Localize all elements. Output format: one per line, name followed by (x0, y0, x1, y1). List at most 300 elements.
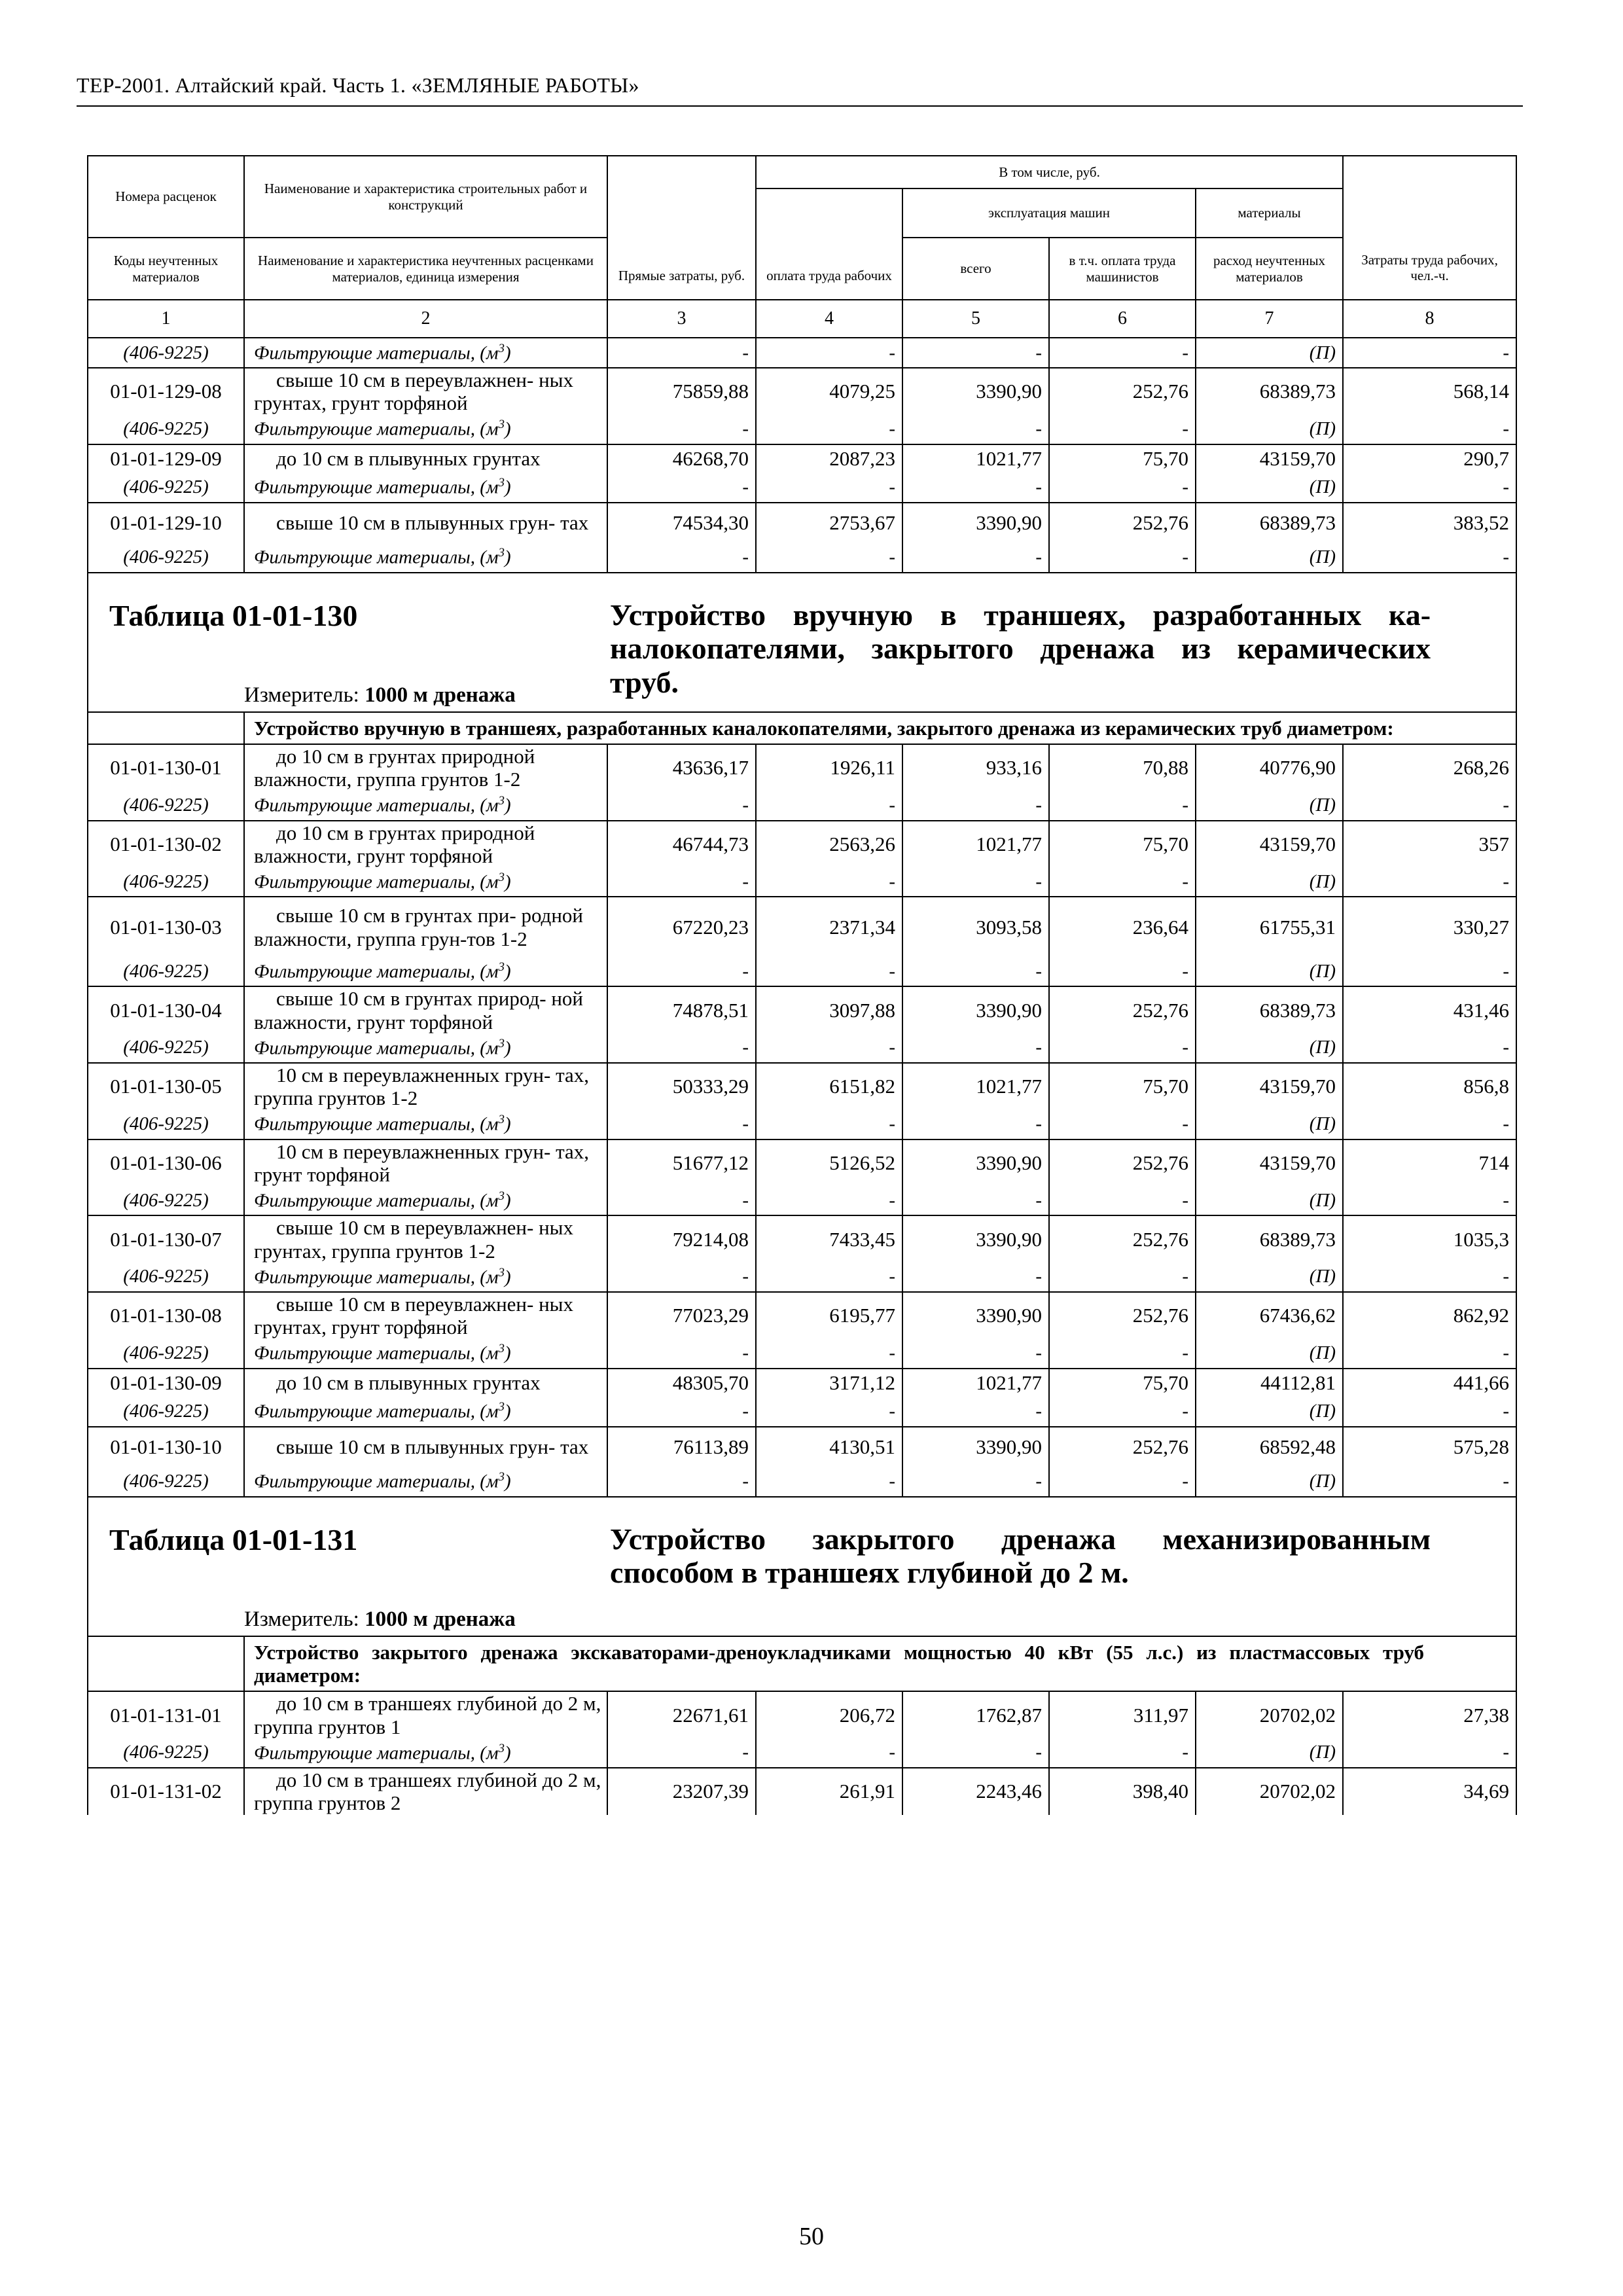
col-number: 4 (756, 300, 902, 338)
material-dash: - (607, 957, 756, 986)
material-code: (406-9225) (88, 957, 244, 986)
price-description-first-line: 10 см в переувлажненных грун- (276, 1139, 551, 1163)
material-dash: - (756, 338, 902, 368)
col-number: 2 (244, 300, 607, 338)
material-dash: - (1343, 338, 1516, 368)
material-name-sup: 3 (498, 546, 505, 560)
price-description (244, 444, 607, 473)
direct-cost: 74534,30 (607, 503, 756, 543)
table130-heading: Устройство вручную в траншеях, разработанных каналокопателями, закрытого дренажа из керамических труб. (607, 573, 1516, 712)
price-description-rest: тах, грунт торфяной (254, 1139, 589, 1186)
material-name-text: Фильтрующие материалы, (м (254, 1342, 499, 1364)
material-mark: (П) (1196, 1186, 1343, 1215)
material-name (244, 543, 607, 573)
material-code: (406-9225) (88, 1186, 244, 1215)
machines-total: 3390,90 (902, 1292, 1049, 1339)
table130-measure (244, 683, 607, 712)
material-row (88, 1738, 1516, 1768)
material-dash: - (902, 1110, 1049, 1139)
labor-pay: 5126,52 (756, 1139, 902, 1187)
material-name-text: Фильтрующие материалы, (м (254, 342, 499, 364)
operators-pay: 252,76 (1049, 1139, 1196, 1187)
price-description (244, 821, 607, 868)
material-name-suffix: ) (504, 795, 511, 816)
direct-cost: 46268,70 (607, 444, 756, 473)
measure-label: Измеритель: (244, 1607, 359, 1631)
material-mark: (П) (1196, 338, 1343, 368)
material-dash: - (1049, 1110, 1196, 1139)
material-name-text: Фильтрующие материалы, (м (254, 1037, 499, 1059)
price-code: 01-01-130-05 (88, 1063, 244, 1110)
machines-total: 3390,90 (902, 986, 1049, 1033)
material-dash: - (607, 338, 756, 368)
materials-usage: 40776,90 (1196, 744, 1343, 791)
price-code: 01-01-131-01 (88, 1691, 244, 1738)
price-code: 01-01-129-09 (88, 444, 244, 473)
price-code: 01-01-130-04 (88, 986, 244, 1033)
material-dash: - (756, 1033, 902, 1063)
price-description-first-line: до 10 см в плывунных грунтах (276, 1371, 541, 1395)
material-code: (406-9225) (88, 1263, 244, 1292)
material-name-text: Фильтрующие материалы, (м (254, 476, 499, 498)
materials-usage: 68389,73 (1196, 503, 1343, 543)
material-name (244, 1186, 607, 1215)
labor-hours: 431,46 (1343, 986, 1516, 1033)
material-mark: (П) (1196, 1033, 1343, 1063)
price-description-first-line: свыше 10 см в переувлажнен- (276, 1216, 534, 1240)
material-name-sup: 3 (498, 794, 505, 808)
operators-pay: 252,76 (1049, 503, 1196, 543)
material-dash: - (902, 791, 1049, 821)
material-dash: - (1049, 415, 1196, 444)
direct-cost: 43636,17 (607, 744, 756, 791)
price-description (244, 1427, 607, 1467)
materials-usage: 67436,62 (1196, 1292, 1343, 1339)
material-dash: - (1049, 1263, 1196, 1292)
col-number: 1 (88, 300, 244, 338)
material-name (244, 1110, 607, 1139)
material-dash: - (607, 1263, 756, 1292)
material-name-sup: 3 (498, 870, 505, 884)
price-description-rest: влажности, группа грунтов 1-2 (254, 768, 521, 791)
col-number: 3 (607, 300, 756, 338)
labor-hours: 34,69 (1343, 1768, 1516, 1815)
price-description-rest: ных грунтах, грунт торфяной (254, 1292, 574, 1339)
col-header-price-codes: Номера расценок (88, 156, 244, 238)
material-name-suffix: ) (504, 1401, 511, 1422)
material-dash: - (1343, 1339, 1516, 1369)
price-description-rest: до 2 м, группа грунтов 2 (254, 1768, 601, 1815)
labor-hours: 330,27 (1343, 897, 1516, 957)
material-code: (406-9225) (88, 473, 244, 503)
price-description (244, 1215, 607, 1263)
materials-usage: 43159,70 (1196, 444, 1343, 473)
labor-hours: 357 (1343, 821, 1516, 868)
material-dash: - (902, 1397, 1049, 1427)
price-description-first-line: свыше 10 см в плывунных грун- (276, 511, 556, 535)
material-row (88, 1397, 1516, 1427)
material-dash: - (1343, 1467, 1516, 1497)
price-description (244, 1369, 607, 1397)
labor-hours: 268,26 (1343, 744, 1516, 791)
price-description-first-line: свыше 10 см в грунтах природ- (276, 987, 546, 1011)
price-description (244, 1139, 607, 1187)
material-name-sup: 3 (498, 1741, 505, 1755)
price-row (88, 821, 1516, 868)
material-name-sup: 3 (498, 1342, 505, 1356)
material-dash: - (756, 867, 902, 897)
price-description (244, 1691, 607, 1738)
price-description-first-line: до 10 см в траншеях глубиной (276, 1692, 537, 1715)
labor-pay: 6195,77 (756, 1292, 902, 1339)
price-description (244, 986, 607, 1033)
material-name (244, 957, 607, 986)
col-header-mat-name: Наименование и характеристика неучтенных расценками материалов, единица измерения (244, 238, 607, 300)
material-dash: - (1343, 791, 1516, 821)
material-dash: - (756, 543, 902, 573)
labor-pay: 2753,67 (756, 503, 902, 543)
price-code: 01-01-129-10 (88, 503, 244, 543)
material-dash: - (756, 473, 902, 503)
price-code: 01-01-130-07 (88, 1215, 244, 1263)
material-mark: (П) (1196, 1339, 1343, 1369)
materials-usage: 68389,73 (1196, 1215, 1343, 1263)
price-code: 01-01-130-02 (88, 821, 244, 868)
col-header-labor-cost: Затраты труда рабочих, чел.-ч. (1343, 156, 1516, 300)
material-dash: - (607, 415, 756, 444)
price-row (88, 1292, 1516, 1339)
material-dash: - (756, 1186, 902, 1215)
material-name-text: Фильтрующие материалы, (м (254, 418, 499, 440)
material-code: (406-9225) (88, 1339, 244, 1369)
material-dash: - (756, 1738, 902, 1768)
col-header-mach-total: всего (902, 238, 1049, 300)
labor-hours: 27,38 (1343, 1691, 1516, 1738)
material-name (244, 338, 607, 368)
price-row (88, 444, 1516, 473)
material-dash: - (1343, 1263, 1516, 1292)
material-row (88, 473, 1516, 503)
price-description-first-line: до 10 см в грунтах природной (276, 744, 535, 768)
material-dash: - (607, 543, 756, 573)
price-description-first-line: свыше 10 см в переувлажнен- (276, 368, 534, 391)
table131-heading: Устройство закрытого дренажа механизированным способом в траншеях глубиной до 2 м. (607, 1497, 1516, 1636)
material-code: (406-9225) (88, 1033, 244, 1063)
col-header-mach-operators: в т.ч. оплата труда машинистов (1049, 238, 1196, 300)
direct-cost: 22671,61 (607, 1691, 756, 1738)
material-name-text: Фильтрующие материалы, (м (254, 1266, 499, 1288)
material-code: (406-9225) (88, 1110, 244, 1139)
materials-usage: 68389,73 (1196, 368, 1343, 415)
labor-pay: 2371,34 (756, 897, 902, 957)
material-row (88, 1033, 1516, 1063)
material-dash: - (1343, 415, 1516, 444)
col-header-mat-codes: Коды неучтенных материалов (88, 238, 244, 300)
material-row (88, 791, 1516, 821)
material-dash: - (607, 1186, 756, 1215)
labor-pay: 4079,25 (756, 368, 902, 415)
page-header-title: ТЕР-2001. Алтайский край. Часть 1. «ЗЕМЛЯНЫЕ РАБОТЫ» (77, 73, 639, 97)
direct-cost: 46744,73 (607, 821, 756, 868)
material-name-suffix: ) (504, 871, 511, 893)
material-name-text: Фильтрующие материалы, (м (254, 547, 499, 568)
labor-pay: 261,91 (756, 1768, 902, 1815)
material-name-suffix: ) (504, 1113, 511, 1135)
material-dash: - (1049, 867, 1196, 897)
machines-total: 2243,46 (902, 1768, 1049, 1815)
materials-usage: 68592,48 (1196, 1427, 1343, 1467)
price-row (88, 986, 1516, 1033)
operators-pay: 252,76 (1049, 1292, 1196, 1339)
labor-hours: 568,14 (1343, 368, 1516, 415)
table131-section: Устройство закрытого дренажа экскаваторами-дреноукладчиками мощностью 40 кВт (55 л.с.) из пластмассовых труб диаметром: (244, 1636, 1516, 1692)
operators-pay: 75,70 (1049, 821, 1196, 868)
material-mark: (П) (1196, 473, 1343, 503)
material-dash: - (756, 1110, 902, 1139)
operators-pay: 75,70 (1049, 1369, 1196, 1397)
material-name-sup: 3 (498, 476, 505, 490)
material-row (88, 543, 1516, 573)
header-rule (77, 105, 1523, 107)
material-name (244, 1738, 607, 1768)
material-dash: - (756, 415, 902, 444)
measure-label: Измеритель: (244, 683, 359, 707)
material-name (244, 1033, 607, 1063)
material-dash: - (902, 1467, 1049, 1497)
price-row (88, 368, 1516, 415)
material-dash: - (1049, 543, 1196, 573)
price-code: 01-01-130-08 (88, 1292, 244, 1339)
material-mark: (П) (1196, 543, 1343, 573)
material-name (244, 1263, 607, 1292)
materials-usage: 20702,02 (1196, 1768, 1343, 1815)
material-row (88, 957, 1516, 986)
materials-usage: 61755,31 (1196, 897, 1343, 957)
labor-pay: 206,72 (756, 1691, 902, 1738)
material-code: (406-9225) (88, 791, 244, 821)
price-description-rest: родной влажности, группа грун-тов 1-2 (254, 904, 584, 950)
material-dash: - (1343, 1397, 1516, 1427)
material-name-sup: 3 (498, 341, 505, 355)
table130-section-spacer (88, 712, 244, 744)
material-mark: (П) (1196, 415, 1343, 444)
material-dash: - (1049, 1339, 1196, 1369)
material-dash: - (1343, 1186, 1516, 1215)
material-dash: - (756, 791, 902, 821)
machines-total: 1021,77 (902, 444, 1049, 473)
material-dash: - (607, 791, 756, 821)
material-dash: - (902, 867, 1049, 897)
measure-value: 1000 м дренажа (365, 683, 516, 707)
table131-measure (244, 1607, 607, 1636)
material-name-suffix: ) (504, 1037, 511, 1059)
price-code: 01-01-130-09 (88, 1369, 244, 1397)
direct-cost: 50333,29 (607, 1063, 756, 1110)
labor-hours: 383,52 (1343, 503, 1516, 543)
material-name-suffix: ) (504, 1266, 511, 1288)
direct-cost: 75859,88 (607, 368, 756, 415)
material-name-text: Фильтрующие материалы, (м (254, 961, 499, 982)
operators-pay: 75,70 (1049, 444, 1196, 473)
labor-hours: 575,28 (1343, 1427, 1516, 1467)
machines-total: 1762,87 (902, 1691, 1049, 1738)
direct-cost: 74878,51 (607, 986, 756, 1033)
price-description (244, 1768, 607, 1815)
material-row (88, 415, 1516, 444)
price-code: 01-01-130-01 (88, 744, 244, 791)
labor-pay: 2563,26 (756, 821, 902, 868)
material-name (244, 867, 607, 897)
material-dash: - (607, 1467, 756, 1497)
col-header-including: В том числе, руб. (756, 156, 1343, 188)
col-header-direct: Прямые затраты, руб. (607, 156, 756, 300)
operators-pay: 252,76 (1049, 368, 1196, 415)
machines-total: 1021,77 (902, 1369, 1049, 1397)
material-row (88, 1467, 1516, 1497)
material-name-sup: 3 (498, 1113, 505, 1127)
material-mark: (П) (1196, 1738, 1343, 1768)
price-row (88, 503, 1516, 543)
price-description (244, 1292, 607, 1339)
material-code: (406-9225) (88, 338, 244, 368)
material-dash: - (1343, 1110, 1516, 1139)
price-row (88, 897, 1516, 957)
labor-pay: 3097,88 (756, 986, 902, 1033)
price-description-first-line: свыше 10 см в переувлажнен- (276, 1292, 534, 1316)
material-name-suffix: ) (504, 1190, 511, 1211)
material-mark: (П) (1196, 791, 1343, 821)
operators-pay: 70,88 (1049, 744, 1196, 791)
price-description-first-line: до 10 см в плывунных грунтах (276, 447, 541, 471)
material-dash: - (756, 957, 902, 986)
material-dash: - (902, 1186, 1049, 1215)
price-row (88, 1139, 1516, 1187)
material-dash: - (902, 957, 1049, 986)
machines-total: 1021,77 (902, 1063, 1049, 1110)
material-row (88, 1339, 1516, 1369)
operators-pay: 252,76 (1049, 1427, 1196, 1467)
material-dash: - (902, 473, 1049, 503)
material-name-suffix: ) (504, 476, 511, 498)
material-dash: - (1343, 957, 1516, 986)
material-dash: - (756, 1467, 902, 1497)
col-number: 8 (1343, 300, 1516, 338)
material-row (88, 338, 1516, 368)
price-row (88, 1427, 1516, 1467)
material-dash: - (756, 1263, 902, 1292)
material-name-sup: 3 (498, 1265, 505, 1280)
material-dash: - (1049, 1467, 1196, 1497)
measure-value: 1000 м дренажа (365, 1607, 516, 1631)
material-name-sup: 3 (498, 1189, 505, 1203)
price-description (244, 368, 607, 415)
operators-pay: 311,97 (1049, 1691, 1196, 1738)
material-name-suffix: ) (504, 418, 511, 440)
material-name-sup: 3 (498, 1400, 505, 1414)
price-table (87, 155, 1517, 1815)
material-name-text: Фильтрующие материалы, (м (254, 871, 499, 893)
material-name (244, 415, 607, 444)
material-name-text: Фильтрующие материалы, (м (254, 1742, 499, 1764)
table130-title-row (88, 573, 1516, 683)
price-description (244, 744, 607, 791)
price-row (88, 1063, 1516, 1110)
page-number: 50 (799, 2223, 824, 2250)
material-dash: - (607, 1033, 756, 1063)
price-description (244, 503, 607, 543)
labor-pay: 4130,51 (756, 1427, 902, 1467)
material-dash: - (1343, 543, 1516, 573)
material-dash: - (607, 867, 756, 897)
material-name-sup: 3 (498, 418, 505, 432)
col-number: 7 (1196, 300, 1343, 338)
material-mark: (П) (1196, 957, 1343, 986)
price-code: 01-01-131-02 (88, 1768, 244, 1815)
labor-hours: 856,8 (1343, 1063, 1516, 1110)
price-code: 01-01-130-03 (88, 897, 244, 957)
material-dash: - (1343, 1033, 1516, 1063)
price-row (88, 1768, 1516, 1815)
labor-pay: 2087,23 (756, 444, 902, 473)
material-dash: - (607, 473, 756, 503)
material-dash: - (902, 1339, 1049, 1369)
material-mark: (П) (1196, 1110, 1343, 1139)
labor-hours: 1035,3 (1343, 1215, 1516, 1263)
material-name-text: Фильтрующие материалы, (м (254, 1190, 499, 1211)
material-name (244, 473, 607, 503)
material-code: (406-9225) (88, 867, 244, 897)
material-dash: - (607, 1397, 756, 1427)
table131-section-spacer (88, 1636, 244, 1692)
price-description-rest: до 2 м, группа грунтов 1 (254, 1692, 601, 1738)
labor-hours: 862,92 (1343, 1292, 1516, 1339)
material-mark: (П) (1196, 1467, 1343, 1497)
material-code: (406-9225) (88, 415, 244, 444)
material-dash: - (1049, 1033, 1196, 1063)
price-row (88, 744, 1516, 791)
material-dash: - (756, 1339, 902, 1369)
material-row (88, 867, 1516, 897)
material-dash: - (1049, 791, 1196, 821)
material-dash: - (607, 1339, 756, 1369)
material-name-suffix: ) (504, 1742, 511, 1764)
price-description-first-line: 10 см в переувлажненных грун- (276, 1063, 551, 1086)
col-header-labor-pay: оплата труда рабочих (756, 188, 902, 300)
table131-section-row (88, 1636, 1516, 1692)
col-header-materials: материалы (1196, 188, 1343, 238)
material-name-suffix: ) (504, 1342, 511, 1364)
material-dash: - (1049, 338, 1196, 368)
material-code: (406-9225) (88, 1738, 244, 1768)
labor-hours: 714 (1343, 1139, 1516, 1187)
material-dash: - (1049, 957, 1196, 986)
material-dash: - (902, 1263, 1049, 1292)
material-name-text: Фильтрующие материалы, (м (254, 1401, 499, 1422)
operators-pay: 236,64 (1049, 897, 1196, 957)
material-code: (406-9225) (88, 543, 244, 573)
material-name-text: Фильтрующие материалы, (м (254, 1471, 499, 1492)
material-dash: - (902, 338, 1049, 368)
price-row (88, 1691, 1516, 1738)
price-description (244, 897, 607, 957)
price-description-rest: тах, группа грунтов 1-2 (254, 1063, 589, 1110)
material-dash: - (607, 1738, 756, 1768)
operators-pay: 75,70 (1049, 1063, 1196, 1110)
price-description-first-line: свыше 10 см в плывунных грун- (276, 1435, 556, 1459)
material-code: (406-9225) (88, 1467, 244, 1497)
machines-total: 3390,90 (902, 503, 1049, 543)
labor-hours: 441,66 (1343, 1369, 1516, 1397)
